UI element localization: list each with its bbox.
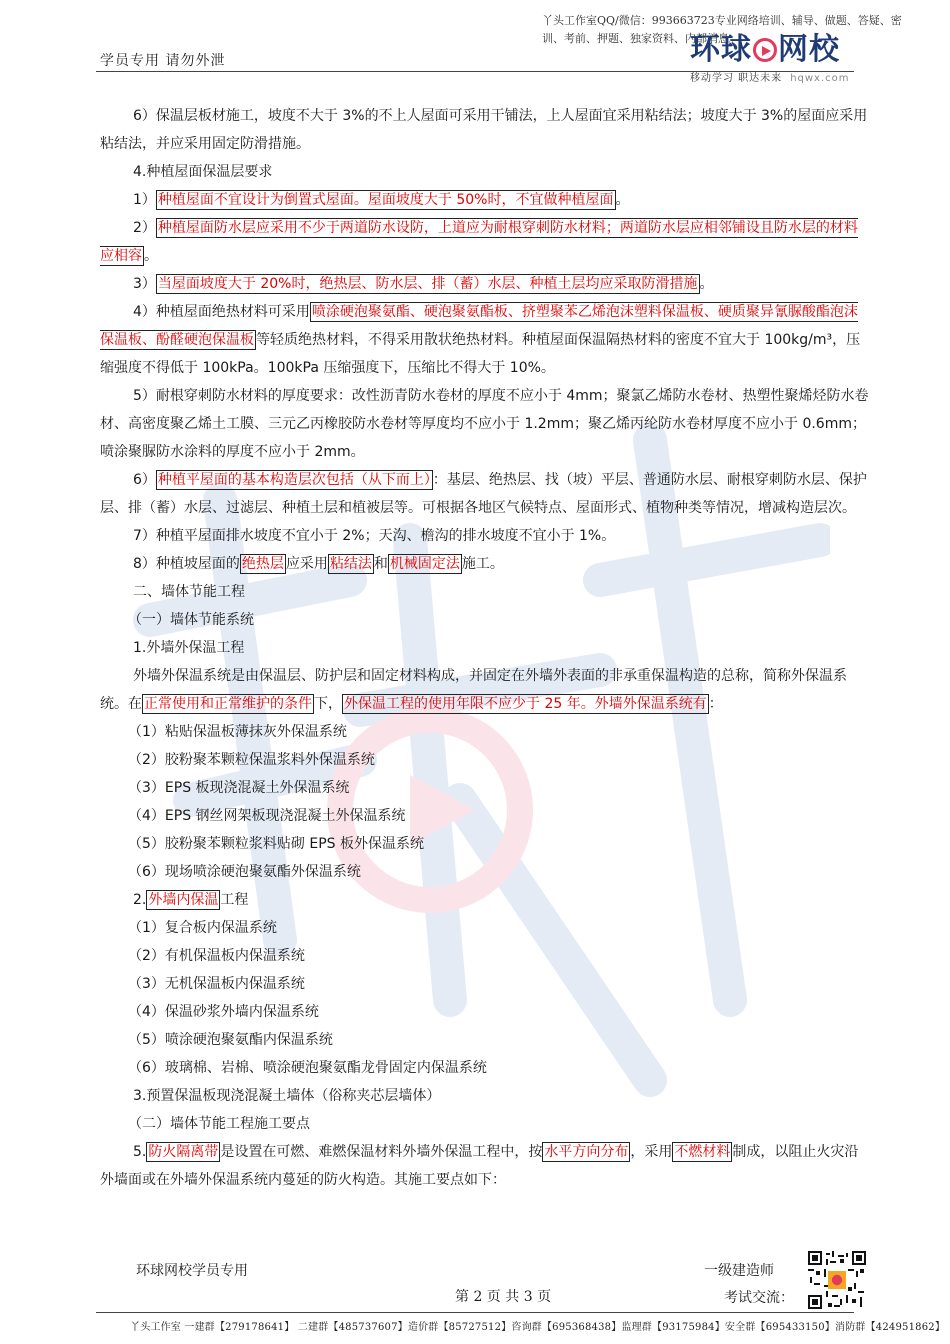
footer-exchange-label: 考试交流： — [724, 1290, 794, 1306]
fire-barrier-paragraph: 5. 防火隔离带 是设置在可燃、难燃保温材料外墙外保温工程中，按 水平方向分布 ，采用 不燃材料 制成，以阻止火灾沿外墙面或在外墙外保温系统内蔓延的防火构造。其施工要点如下： — [100, 1144, 859, 1188]
item-5: 5）耐根穿刺防水材料的厚度要求：改性沥青防水卷材的厚度不应小于 4mm；聚氯乙烯防水卷材、热塑性聚烯烃防水卷材、高密度聚乙烯土工膜、三元乙丙橡胶防水卷材等厚度均不应小于 1.2mm；聚乙烯丙纶防水卷材厚度不应小于 0.6mm；喷涂聚脲防水涂料的厚度不应小于 2mm。 — [100, 388, 869, 460]
highlight-6: 种植平屋面的基本构造层次包括（从下而上） — [157, 472, 431, 488]
subsection-wall-system: （一）墙体节能系统 — [128, 612, 254, 628]
highlight-8c: 机械固定法 — [389, 556, 460, 572]
int-insulation-title: 2. 外墙内保温 工程 — [133, 892, 249, 908]
paragraph-6: 6）保温层板材施工，坡度不大于 3%的不上人屋面可采用干铺法，上人屋面宜采用粘结法；坡度大于 3%的屋面应采用粘结法，并应采用固定防滑措施。 — [100, 108, 868, 152]
highlight-ext-2: 外保温工程的使用年限不应少于 25 年。外墙外保温系统有 — [344, 696, 707, 712]
list-item: （1）粘贴保温板薄抹灰外保温系统 — [128, 724, 347, 740]
group-contact-strip: 丫头工作室 一建群【279178641】 二建群【485737607】造价群【85727512】咨询群【695368438】监理群【93175984】安全群【695433150】消防群【424951862】 — [130, 1322, 946, 1333]
list-item: （5）胶粉聚苯颗粒浆料贴砌 EPS 板外保温系统 — [128, 836, 424, 852]
highlight-8b: 粘结法 — [329, 556, 372, 572]
highlight-fire-2: 水平方向分布 — [544, 1144, 629, 1160]
list-item: （4）EPS 钢丝网架板现浇混凝土外保温系统 — [128, 808, 406, 824]
highlight-8a: 绝热层 — [241, 556, 284, 572]
highlight-fire-1: 防火隔离带 — [148, 1144, 219, 1160]
ext-insulation-title: 1.外墙外保温工程 — [133, 640, 245, 656]
highlight-fire-3: 不燃材料 — [674, 1144, 731, 1160]
highlight-ext-1: 正常使用和正常维护的条件 — [144, 696, 312, 712]
item-6: 6） 种植平屋面的基本构造层次包括（从下而上） ：基层、绝热层、找（坡）平层、普通防水层、耐根穿刺防水层、保护层、排（蓄）水层、过滤层、种植土层和植被层等。可根据各地区气候特点、屋面形式、植物种类等情况，增减构造层次。 — [100, 472, 867, 516]
qr-code-icon — [808, 1251, 866, 1309]
brand-logo — [690, 33, 870, 93]
list-item: （3）EPS 板现浇混凝土外保温系统 — [128, 780, 350, 796]
list-item: （1）复合板内保温系统 — [128, 920, 277, 936]
ext-insulation-paragraph: 外墙外保温系统是由保温层、防护层和固定材料构成，并固定在外墙外表面的非承重保温构造的总称，简称外保温系统。在 正常使用和正常维护的条件 下， 外保温工程的使用年限不应少于 25 年。外墙外保温系统有 ： — [100, 668, 847, 712]
page-number: 第 2 页 共 3 页 — [455, 1289, 552, 1305]
top-contact-note: 丫头工作室QQ/微信：993663723专业网络培训、辅导、做题、答疑、密训、考前、押题、独家资料、内部消息。 — [542, 14, 902, 45]
play-circle-icon — [753, 38, 777, 62]
footer-student-label: 环球网校学员专用 — [136, 1263, 248, 1279]
logo-url: hqwx.com — [790, 73, 850, 84]
prefab-wall-title: 3.预置保温板现浇混凝土墙体（俗称夹芯层墙体） — [133, 1088, 441, 1104]
highlight-3: 当屋面坡度大于 20%时，绝热层、防水层、排（蓄）水层、种植土层均应采取防滑措施 — [157, 276, 698, 292]
list-item: （3）无机保温板内保温系统 — [128, 976, 305, 992]
highlight-2: 种植屋面防水层应采用不少于两道防水设防，上道应为耐根穿刺防水材料；两道防水层应相邻铺设且防水层的材料应相容 — [100, 220, 858, 264]
section-wall-energy: 二、墙体节能工程 — [133, 584, 245, 600]
subsection-construction-points: （二）墙体节能工程施工要点 — [128, 1116, 310, 1132]
item-1: 1） 种植屋面不宜设计为倒置式屋面。屋面坡度大于 50%时，不宜做种植屋面 。 — [133, 192, 630, 208]
list-item: （5）喷涂硬泡聚氨酯内保温系统 — [128, 1032, 333, 1048]
list-item: （4）保温砂浆外墙内保温系统 — [128, 1004, 319, 1020]
highlight-int: 外墙内保温 — [148, 892, 219, 908]
footer-divider — [96, 1312, 854, 1313]
list-item: （6）玻璃棉、岩棉、喷涂硬泡聚氨酯龙骨固定内保温系统 — [128, 1060, 487, 1076]
heading-planting-roof: 4.种植屋面保温层要求 — [133, 164, 273, 180]
item-4: 4）种植屋面绝热材料可采用 喷涂硬泡聚氨酯、硬泡聚氨酯板、挤塑聚苯乙烯泡沫塑料保温板、硬质聚异氰脲酸酯泡沫保温板、酚醛硬泡保温板 等轻质绝热材料，不得采用散状绝热材料。种植屋面保温隔热材料的密度不宜大于 100kg/m³，压缩强度不得低于 100kPa。100kPa 压缩强度下，压缩比不得大于 10%。 — [100, 304, 861, 376]
document-body — [100, 102, 870, 1194]
highlight-1: 种植屋面不宜设计为倒置式屋面。屋面坡度大于 50%时，不宜做种植屋面 — [157, 192, 614, 208]
student-only-label: 学员专用 请勿外泄 — [100, 53, 226, 69]
item-2: 2） 种植屋面防水层应采用不少于两道防水设防，上道应为耐根穿刺防水材料；两道防水层应相邻铺设且防水层的材料应相容 。 — [100, 220, 858, 264]
list-item: （2）有机保温板内保温系统 — [128, 948, 305, 964]
item-8: 8）种植坡屋面的 绝热层 应采用 粘结法 和 机械固定法 施工。 — [133, 556, 504, 572]
footer-exam-label: 一级建造师 — [704, 1263, 774, 1279]
list-item: （6）现场喷涂硬泡聚氨酯外保温系统 — [128, 864, 361, 880]
logo-slogan: 移动学习 职达未来 hqwx.com — [690, 73, 850, 84]
list-item: （2）胶粉聚苯颗粒保温浆料外保温系统 — [128, 752, 375, 768]
item-7: 7）种植平屋面排水坡度不宜小于 2%；天沟、檐沟的排水坡度不宜小于 1%。 — [133, 528, 616, 544]
item-3: 3） 当屋面坡度大于 20%时，绝热层、防水层、排（蓄）水层、种植土层均应采取防滑措施 。 — [133, 276, 714, 292]
highlight-4: 喷涂硬泡聚氨酯、硬泡聚氨酯板、挤塑聚苯乙烯泡沫塑料保温板、硬质聚异氰脲酸酯泡沫保温板、酚醛硬泡保温板 — [100, 304, 858, 348]
logo-wordmark: 环球 网校 — [690, 32, 840, 67]
